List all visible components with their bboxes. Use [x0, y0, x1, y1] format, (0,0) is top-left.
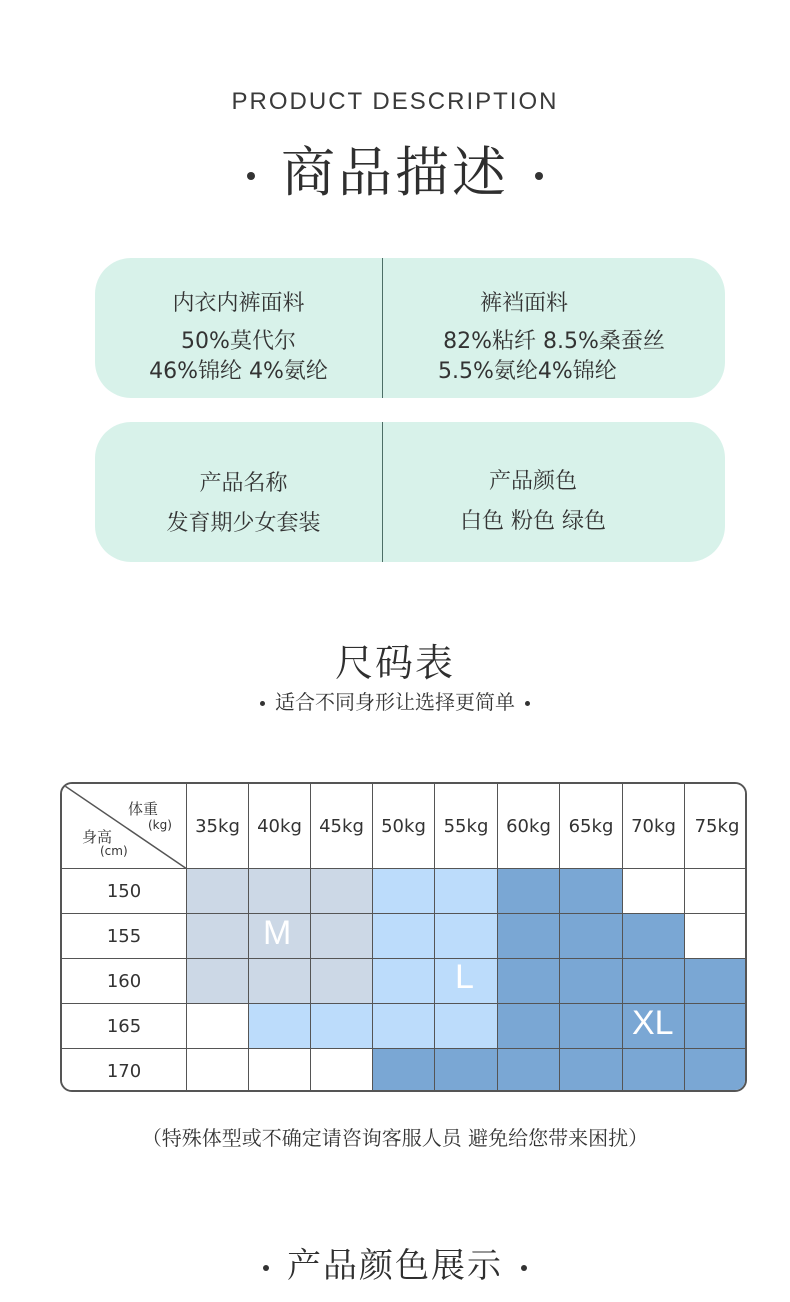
size-grid-cell	[498, 1049, 560, 1092]
size-grid-cell	[685, 869, 747, 914]
bullet-dot	[263, 1265, 269, 1271]
size-grid-cell	[187, 869, 249, 914]
size-table	[60, 782, 747, 1092]
card-title: 内衣内裤面料	[172, 291, 305, 316]
product-color-cell	[383, 422, 683, 537]
size-grid-cell	[373, 1004, 435, 1049]
size-grid-cell	[187, 1004, 249, 1049]
size-grid-cell	[311, 914, 373, 959]
bullet-dot	[260, 701, 265, 706]
weight-unit: (kg)	[148, 818, 172, 832]
weight-header-cell: 40kg	[249, 784, 311, 869]
weight-header-cell: 60kg	[498, 784, 560, 869]
size-grid-cell	[685, 1004, 747, 1049]
size-grid-cell	[435, 869, 498, 914]
card-value: 46%锦纶 4%氨纶	[149, 359, 328, 384]
section-title-en: PRODUCT DESCRIPTION	[231, 88, 559, 115]
size-grid-cell	[311, 959, 373, 1004]
size-grid-cell	[435, 1004, 498, 1049]
card-title: 裤裆面料	[479, 291, 568, 316]
height-row-cell: 170	[62, 1049, 187, 1092]
size-grid-cell	[187, 959, 249, 1004]
weight-header-cell: 75kg	[685, 784, 747, 869]
size-grid-cell	[249, 869, 311, 914]
size-grid-cell	[623, 959, 685, 1004]
size-grid-cell	[187, 914, 249, 959]
weight-header-cell: 50kg	[373, 784, 435, 869]
size-grid-cell	[498, 869, 560, 914]
size-grid-cell	[498, 1004, 560, 1049]
color-section-title-text: 产品颜色展示	[287, 1246, 503, 1286]
height-row-cell: 165	[62, 1004, 187, 1049]
size-grid-cell	[373, 959, 435, 1004]
product-info-card	[95, 422, 725, 562]
size-label-l: L	[455, 958, 474, 996]
fabric-card	[95, 258, 725, 398]
size-grid-cell	[685, 914, 747, 959]
size-label-xl: XL	[632, 1004, 674, 1042]
height-row-cell: 160	[62, 959, 187, 1004]
fabric-card-left	[95, 258, 382, 387]
size-grid-cell	[560, 869, 623, 914]
card-value: 白色 粉色 绿色	[460, 509, 606, 534]
card-value: 50%莫代尔	[181, 329, 296, 354]
card-value: 5.5%氨纶4%锦纶	[438, 359, 617, 384]
size-chart-subtitle-text: 适合不同身形让选择更简单	[275, 690, 515, 714]
card-title: 产品颜色	[488, 469, 577, 494]
weight-header-cell: 65kg	[560, 784, 623, 869]
size-grid-cell	[560, 1049, 623, 1092]
size-grid-cell	[623, 869, 685, 914]
bullet-dot	[521, 1265, 527, 1271]
weight-label: 体重	[128, 800, 159, 818]
size-label-m: M	[263, 914, 292, 952]
bullet-dot	[535, 172, 543, 180]
section-title-cn	[0, 130, 790, 207]
bullet-dot	[525, 701, 530, 706]
size-grid-cell	[685, 959, 747, 1004]
color-section-title	[0, 1238, 790, 1287]
size-grid-cell	[560, 1004, 623, 1049]
height-unit: (cm)	[100, 844, 128, 858]
section-title-cn-text: 商品描述	[281, 141, 509, 204]
bullet-dot	[247, 172, 255, 180]
weight-header-cell: 55kg	[435, 784, 498, 869]
size-grid-cell	[187, 1049, 249, 1092]
card-title: 产品名称	[199, 471, 288, 496]
height-row-cell: 155	[62, 914, 187, 959]
fabric-card-right	[383, 258, 725, 387]
card-value: 82%粘纤 8.5%桑蚕丝	[443, 329, 665, 354]
size-footnote: （特殊体型或不确定请咨询客服人员 避免给您带来困扰）	[141, 1126, 649, 1150]
weight-header-cell: 70kg	[623, 784, 685, 869]
size-grid-cell	[249, 1049, 311, 1092]
size-chart-subtitle	[0, 686, 790, 715]
weight-header-cell: 45kg	[311, 784, 373, 869]
table-corner-cell	[62, 784, 187, 869]
size-grid-cell	[498, 914, 560, 959]
size-grid-cell	[435, 914, 498, 959]
size-grid-cell	[623, 1049, 685, 1092]
size-chart-title: 尺码表	[334, 641, 455, 685]
size-grid-cell	[373, 869, 435, 914]
size-grid-cell	[373, 1049, 435, 1092]
height-row-cell: 150	[62, 869, 187, 914]
product-name-cell	[95, 422, 392, 539]
size-grid-cell	[249, 959, 311, 1004]
size-grid-cell	[311, 869, 373, 914]
size-grid-cell	[311, 1004, 373, 1049]
size-grid-cell	[373, 914, 435, 959]
size-grid-cell	[685, 1049, 747, 1092]
size-grid-cell	[311, 1049, 373, 1092]
size-grid-cell	[560, 914, 623, 959]
size-grid-cell	[249, 1004, 311, 1049]
size-grid-cell	[623, 914, 685, 959]
size-grid-cell	[435, 1049, 498, 1092]
card-value: 发育期少女套装	[166, 511, 321, 536]
weight-header-cell: 35kg	[187, 784, 249, 869]
size-grid-cell	[498, 959, 560, 1004]
height-label: 身高	[82, 828, 113, 846]
size-grid-cell	[560, 959, 623, 1004]
